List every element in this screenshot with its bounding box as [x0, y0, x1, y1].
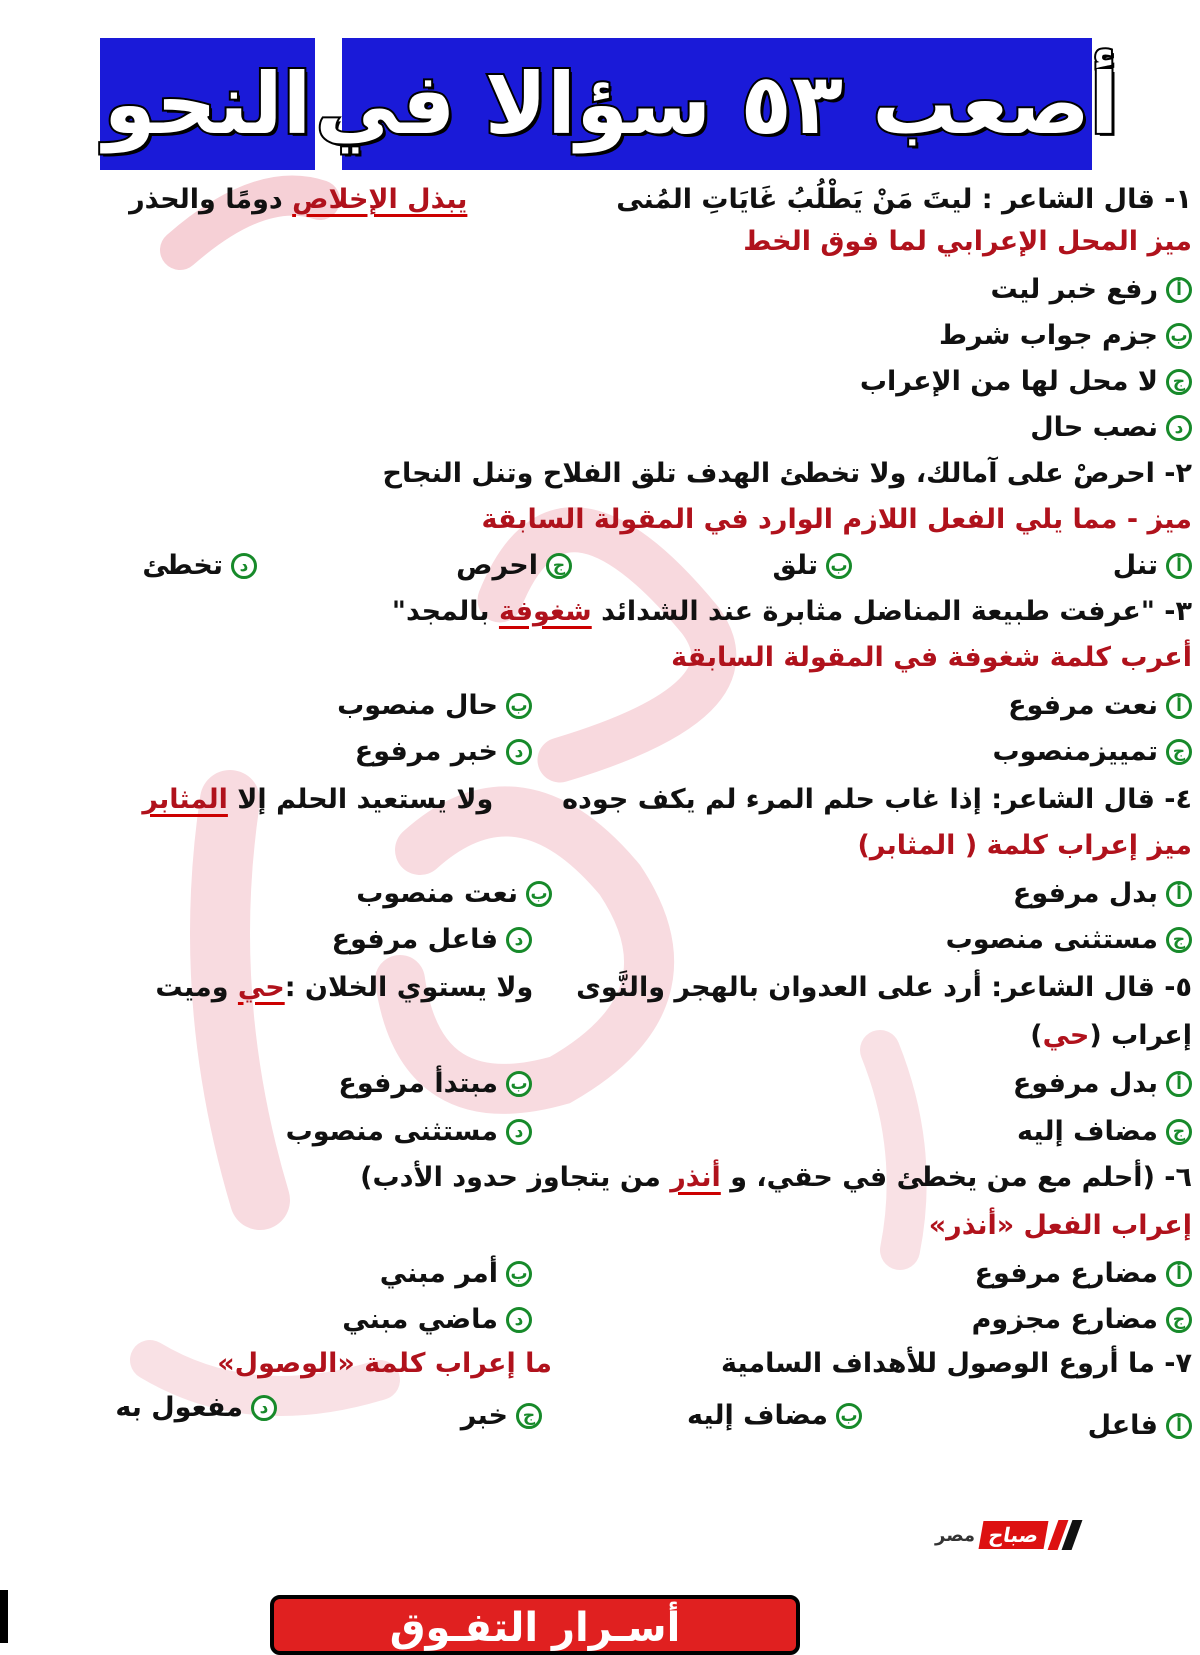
q3-option-a[interactable]: أ نعت مرفوع	[1008, 686, 1192, 726]
badge-icon: ج	[1166, 1119, 1192, 1145]
bottom-banner-button[interactable]: أسـرار التفـوق	[270, 1595, 800, 1655]
badge-icon: د	[1166, 415, 1192, 441]
question-1-stem: ١- قال الشاعر : ليتَ مَنْ يَطْلُبُ غَايَاتِ المُنى يبذل الإخلاص دومًا والحذر	[129, 184, 1192, 215]
q7-option-c[interactable]: ج خبر	[461, 1396, 542, 1436]
q1-option-b[interactable]: ب جزم جواب شرط	[939, 316, 1192, 356]
question-7-stem: ٧- ما أروع الوصول للأهداف السامية	[720, 1348, 1192, 1379]
q7-option-b[interactable]: ب مضاف إليه	[687, 1396, 862, 1436]
badge-icon: ج	[546, 553, 572, 579]
badge-icon: ب	[836, 1403, 862, 1429]
question-2-stem: ٢- احرصْ على آمالك، ولا تخطئ الهدف تلق الفلاح وتنل النجاح	[382, 458, 1192, 489]
q4-option-c[interactable]: ج مستثنى منصوب	[946, 920, 1192, 960]
underlined-word: حي	[237, 972, 285, 1003]
badge-icon: أ	[1166, 277, 1192, 303]
q7-option-a[interactable]: أ فاعل	[1088, 1406, 1192, 1446]
q5-option-c[interactable]: ج مضاف إليه	[1017, 1112, 1192, 1152]
badge-icon: د	[506, 739, 532, 765]
q2-option-a[interactable]: أ تنل	[1113, 546, 1192, 586]
badge-icon: ب	[1166, 323, 1192, 349]
q5-option-b[interactable]: ب مبتدأ مرفوع	[338, 1064, 532, 1104]
question-5-instruction: إعراب (حي)	[1030, 1020, 1192, 1051]
publisher-logo: مصر صباح	[935, 1515, 1115, 1555]
badge-icon: ب	[506, 1261, 532, 1287]
q5-option-a[interactable]: أ بدل مرفوع	[1013, 1064, 1192, 1104]
q4-option-a[interactable]: أ بدل مرفوع	[1013, 874, 1192, 914]
title-last-word: النحو	[100, 38, 315, 170]
q2-option-d[interactable]: د تخطئ	[142, 546, 257, 586]
badge-icon: ب	[826, 553, 852, 579]
badge-icon: أ	[1166, 553, 1192, 579]
badge-icon: د	[506, 1119, 532, 1145]
badge-icon: د	[506, 927, 532, 953]
question-6-stem: ٦- (أحلم مع من يخطئ في حقي، و أنذر من يتجاوز حدود الأدب)	[360, 1162, 1192, 1193]
badge-icon: ج	[1166, 1307, 1192, 1333]
badge-icon: أ	[1166, 1071, 1192, 1097]
underlined-word: أنذر	[670, 1162, 721, 1193]
underlined-phrase: يبذل الإخلاص	[292, 184, 468, 215]
badge-icon: ج	[1166, 927, 1192, 953]
question-3-stem: ٣- "عرفت طبيعة المناضل مثابرة عند الشدائد شغوفة بالمجد"	[391, 596, 1192, 627]
q5-option-d[interactable]: د مستثنى منصوب	[286, 1112, 532, 1152]
badge-icon: أ	[1166, 1261, 1192, 1287]
question-5-stem: ٥- قال الشاعر: أرد على العدوان بالهجر والنَّوى ولا يستوي الخلان :حي وميت	[155, 972, 1192, 1003]
q3-option-b[interactable]: ب حال منصوب	[337, 686, 532, 726]
question-2-instruction: ميز - مما يلي الفعل اللازم الوارد في المقولة السابقة	[481, 504, 1192, 535]
badge-icon: ج	[1166, 739, 1192, 765]
question-4-stem: ٤- قال الشاعر: إذا غاب حلم المرء لم يكف جوده ولا يستعيد الحلم إلا المثابر	[142, 784, 1192, 815]
question-4-instruction: ميز إعراب كلمة ( المثابر)	[857, 830, 1192, 861]
badge-icon: أ	[1166, 693, 1192, 719]
q7-option-d[interactable]: د مفعول به	[115, 1388, 277, 1428]
q6-option-b[interactable]: ب أمر مبني	[380, 1254, 532, 1294]
badge-icon: ب	[526, 881, 552, 907]
badge-icon: د	[506, 1307, 532, 1333]
q6-option-c[interactable]: ج مضارع مجزوم	[972, 1300, 1192, 1340]
badge-icon: ب	[506, 693, 532, 719]
badge-icon: ج	[516, 1403, 542, 1429]
q1-option-a[interactable]: أ رفع خبر ليت	[991, 270, 1192, 310]
question-1-instruction: ميز المحل الإعرابي لما فوق الخط	[743, 226, 1192, 257]
badge-icon: ب	[506, 1071, 532, 1097]
q3-option-c[interactable]: ج تمييزمنصوب	[993, 732, 1192, 772]
badge-icon: د	[231, 553, 257, 579]
q1-option-d[interactable]: د نصب حال	[1030, 408, 1192, 448]
title-main: أصعب ٥٣ سؤالا في	[342, 38, 1092, 170]
title-banner	[100, 38, 1119, 170]
q4-option-d[interactable]: د فاعل مرفوع	[332, 920, 532, 960]
q3-option-d[interactable]: د خبر مرفوع	[355, 732, 532, 772]
question-3-instruction: أعرب كلمة شغوفة في المقولة السابقة	[671, 642, 1192, 673]
badge-icon: د	[251, 1395, 277, 1421]
q4-option-b[interactable]: ب نعت منصوب	[356, 874, 552, 914]
question-6-instruction: إعراب الفعل «أنذر»	[928, 1210, 1192, 1241]
badge-icon: أ	[1166, 1413, 1192, 1439]
q2-option-c[interactable]: ج احرص	[456, 546, 572, 586]
question-7-instruction: ما إعراب كلمة «الوصول»	[217, 1348, 552, 1379]
underlined-word: شغوفة	[498, 596, 592, 627]
badge-icon: أ	[1166, 881, 1192, 907]
underlined-word: المثابر	[142, 784, 228, 815]
badge-icon: ج	[1166, 369, 1192, 395]
q6-option-d[interactable]: د ماضي مبني	[342, 1300, 532, 1340]
q1-option-c[interactable]: ج لا محل لها من الإعراب	[860, 362, 1192, 402]
edge-bar	[0, 1590, 8, 1643]
q2-option-b[interactable]: ب تلق	[773, 546, 853, 586]
q6-option-a[interactable]: أ مضارع مرفوع	[975, 1254, 1192, 1294]
